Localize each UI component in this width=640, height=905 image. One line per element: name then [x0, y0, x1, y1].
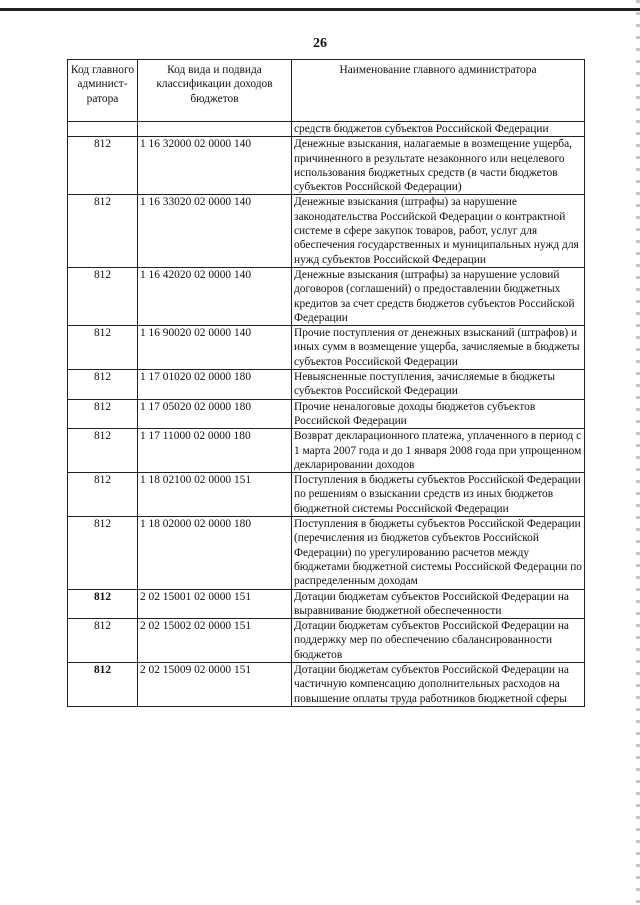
admin-name-cell: Дотации бюджетам субъектов Российской Федерации на поддержку мер по обеспечению сбалансированности бюджетов	[292, 619, 585, 663]
admin-code-cell: 812	[68, 370, 138, 400]
revenue-code-cell: 1 17 11000 02 0000 180	[138, 429, 292, 473]
table-row	[68, 122, 585, 137]
admin-code-cell: 812	[68, 267, 138, 325]
admin-name-cell: Невыясненные поступления, зачисляемые в бюджеты субъектов Российской Федерации	[292, 370, 585, 400]
scan-edge	[636, 0, 640, 905]
admin-name-cell: Возврат декларационного платежа, уплаченного в период с 1 марта 2007 года и до 1 января 2008 года при упрощенном декларировании доходов	[292, 429, 585, 473]
admin-name-cell: Прочие неналоговые доходы бюджетов субъектов Российской Федерации	[292, 399, 585, 429]
admin-name-cell: Дотации бюджетам субъектов Российской Федерации на выравнивание бюджетной обеспеченности	[292, 589, 585, 619]
table-row	[68, 429, 585, 473]
admin-name-cell: Поступления в бюджеты субъектов Российской Федерации (перечисления из бюджетов субъектов Российской Федерации) по урегулированию расчетов между бюджетами бюджетной системы Российской Федерации по распределенным доходам	[292, 517, 585, 589]
revenue-code-cell: 1 18 02100 02 0000 151	[138, 473, 292, 517]
table-row	[68, 137, 585, 195]
header-revenue-code: Код вида и подвида классификации доходов бюджетов	[138, 60, 292, 122]
admin-code-cell: 812	[68, 326, 138, 370]
admin-name-cell: Прочие поступления от денежных взысканий (штрафов) и иных сумм в возмещение ущерба, зачисляемые в бюджеты субъектов Российской Федерации	[292, 326, 585, 370]
revenue-code-cell: 1 18 02000 02 0000 180	[138, 517, 292, 589]
revenue-code-cell: 1 16 33020 02 0000 140	[138, 195, 292, 267]
table-row	[68, 267, 585, 325]
revenue-code-cell: 1 16 32000 02 0000 140	[138, 137, 292, 195]
admin-name-cell: средств бюджетов субъектов Российской Федерации	[292, 122, 585, 137]
admin-name-cell: Поступления в бюджеты субъектов Российской Федерации по решениям о взыскании средств из иных бюджетов бюджетной системы Российской Федерации	[292, 473, 585, 517]
revenue-code-cell: 1 17 05020 02 0000 180	[138, 399, 292, 429]
admin-code-cell: 812	[68, 137, 138, 195]
revenue-code-cell: 2 02 15001 02 0000 151	[138, 589, 292, 619]
admin-code-cell: 812	[68, 662, 138, 706]
admin-code-cell: 812	[68, 589, 138, 619]
top-border-line	[0, 8, 640, 11]
revenue-code-cell: 2 02 15002 02 0000 151	[138, 619, 292, 663]
header-admin-code: Код главного админист-ратора	[68, 60, 138, 122]
admin-code-cell: 812	[68, 517, 138, 589]
table-body	[68, 122, 585, 707]
table-row	[68, 399, 585, 429]
table-row	[68, 589, 585, 619]
admin-code-cell: 812	[68, 195, 138, 267]
admin-code-cell: 812	[68, 399, 138, 429]
admin-name-cell: Дотации бюджетам субъектов Российской Федерации на частичную компенсацию дополнительных расходов на повышение оплаты труда работников бюджетной сферы	[292, 662, 585, 706]
admin-code-cell: 812	[68, 619, 138, 663]
table-row	[68, 370, 585, 400]
table-header-row	[68, 60, 585, 122]
admin-name-cell: Денежные взыскания (штрафы) за нарушение законодательства Российской Федерации о контрактной системе в сфере закупок товаров, работ, услуг для обеспечения государственных и муниципальных нужд для нужд субъектов Российской Федерации	[292, 195, 585, 267]
admin-code-cell: 812	[68, 473, 138, 517]
revenue-code-cell: 1 16 42020 02 0000 140	[138, 267, 292, 325]
table-row	[68, 619, 585, 663]
table-row	[68, 473, 585, 517]
table-row	[68, 517, 585, 589]
table-row	[68, 326, 585, 370]
table-row	[68, 662, 585, 706]
revenue-administrators-table	[67, 59, 585, 707]
admin-name-cell: Денежные взыскания, налагаемые в возмещение ущерба, причиненного в результате незаконного или нецелевого использования бюджетных средств (в части бюджетов субъектов Российской Федерации)	[292, 137, 585, 195]
revenue-code-cell	[138, 122, 292, 137]
admin-name-cell: Денежные взыскания (штрафы) за нарушение условий договоров (соглашений) о предоставлении бюджетных кредитов за счет средств бюджетов субъектов Российской Федерации	[292, 267, 585, 325]
page-number: 26	[313, 36, 327, 51]
revenue-code-cell: 1 17 01020 02 0000 180	[138, 370, 292, 400]
table-row	[68, 195, 585, 267]
revenue-code-cell: 1 16 90020 02 0000 140	[138, 326, 292, 370]
header-admin-name: Наименование главного администратора	[292, 60, 585, 122]
admin-code-cell: 812	[68, 429, 138, 473]
admin-code-cell	[68, 122, 138, 137]
revenue-code-cell: 2 02 15009 02 0000 151	[138, 662, 292, 706]
